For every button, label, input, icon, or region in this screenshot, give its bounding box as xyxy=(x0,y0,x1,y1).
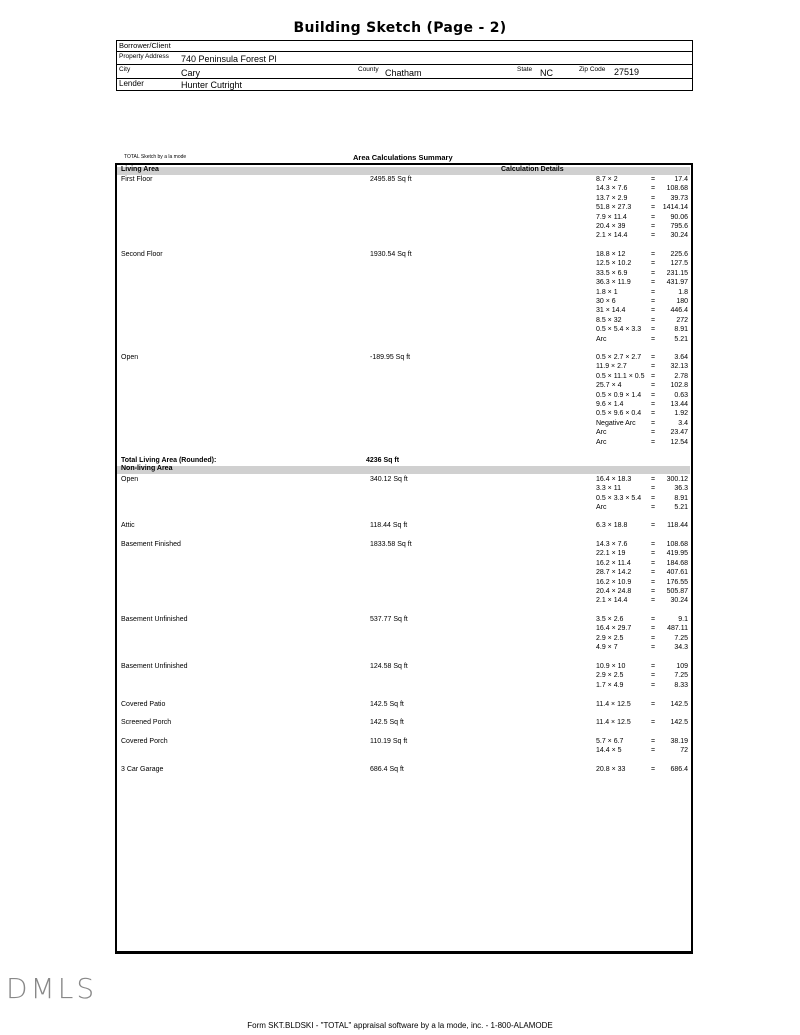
calc-equals: = xyxy=(651,738,656,745)
nonliving-entry-calc-list xyxy=(596,662,688,690)
calc-equals: = xyxy=(651,569,656,577)
calc-expression: 11.4 × 12.5 xyxy=(596,701,631,708)
calc-equals: = xyxy=(651,681,656,689)
calc-value: 2.78 xyxy=(674,372,688,380)
zip-label: Zip Code xyxy=(579,66,606,73)
calc-line xyxy=(596,662,688,671)
living-entry-area: 1930.54 Sq ft xyxy=(370,251,412,258)
calc-value: 180 xyxy=(676,297,688,305)
calc-equals: = xyxy=(651,260,656,268)
calc-equals: = xyxy=(651,335,656,343)
living-area-bar xyxy=(117,167,690,175)
calc-expression: 20.8 × 33 xyxy=(596,766,626,773)
calc-expression: 0.5 × 5.4 × 3.3 xyxy=(596,326,642,334)
calc-expression: 0.5 × 2.7 × 2.7 xyxy=(596,354,642,361)
calc-value: 8.33 xyxy=(674,681,688,689)
calc-equals: = xyxy=(651,587,656,595)
nonliving-area-header: Non-living Area xyxy=(121,465,173,472)
calc-equals: = xyxy=(651,747,656,755)
calc-line xyxy=(596,559,688,568)
calc-line xyxy=(596,596,688,605)
calc-equals: = xyxy=(651,354,656,361)
calc-equals: = xyxy=(651,559,656,567)
calc-line xyxy=(596,353,688,362)
calc-value: 108.68 xyxy=(666,185,688,193)
calc-expression: Arc xyxy=(596,335,607,343)
living-entry-calc-list xyxy=(596,250,688,344)
calc-line xyxy=(596,737,688,746)
calc-value: 39.73 xyxy=(670,194,688,202)
lender-row xyxy=(117,79,692,90)
calc-expression: 0.5 × 11.1 × 0.5 xyxy=(596,372,645,380)
calc-expression: 0.5 × 3.3 × 5.4 xyxy=(596,494,642,502)
calc-equals: = xyxy=(651,634,656,642)
calc-line xyxy=(596,372,688,381)
calc-line xyxy=(596,203,688,212)
calc-expression: Arc xyxy=(596,438,607,446)
calc-expression: 31 × 14.4 xyxy=(596,307,626,315)
total-living-value: 4236 Sq ft xyxy=(366,457,400,464)
calc-line xyxy=(596,438,688,447)
calc-expression: 0.5 × 0.9 × 1.4 xyxy=(596,391,642,399)
calc-expression: 14.4 × 5 xyxy=(596,747,622,755)
calc-expression: 22.1 × 19 xyxy=(596,550,626,558)
calc-value: 8.91 xyxy=(674,494,688,502)
calc-value: 3.64 xyxy=(674,354,688,361)
calc-line xyxy=(596,587,688,596)
calc-value: 34.3 xyxy=(674,644,688,652)
city-label: City xyxy=(119,66,131,73)
calc-line xyxy=(596,231,688,240)
calc-equals: = xyxy=(651,663,656,670)
page-title: Building Sketch (Page - 2) xyxy=(293,20,507,36)
calc-expression: 1.7 × 4.9 xyxy=(596,681,624,689)
nonliving-entry-area: 340.12 Sq ft xyxy=(370,476,408,483)
calc-equals: = xyxy=(651,372,656,380)
nonliving-entry-calc-list xyxy=(596,765,688,774)
calc-expression: 20.4 × 39 xyxy=(596,222,626,230)
nonliving-entry-name: Basement Unfinished xyxy=(121,616,188,623)
calc-value: 109 xyxy=(676,663,688,670)
calc-expression: 3.3 × 11 xyxy=(596,485,621,493)
calc-equals: = xyxy=(651,550,656,558)
calc-expression: Negative Arc xyxy=(596,419,636,427)
address-row xyxy=(117,52,692,65)
calc-equals: = xyxy=(651,307,656,315)
calc-line xyxy=(596,568,688,577)
calc-value: 36.3 xyxy=(674,485,688,493)
calc-expression: 16.4 × 18.3 xyxy=(596,476,632,483)
calc-expression: 4.9 × 7 xyxy=(596,644,618,652)
calc-line xyxy=(596,503,688,512)
nonliving-entry-name: 3 Car Garage xyxy=(121,766,164,773)
calc-value: 23.47 xyxy=(670,429,688,437)
nonliving-entry-calc-list xyxy=(596,521,688,530)
calc-line xyxy=(596,634,688,643)
calc-line xyxy=(596,718,688,727)
living-area-header: Living Area xyxy=(121,166,159,173)
calc-expression: 11.9 × 2.7 xyxy=(596,363,627,371)
calc-value: 1414.14 xyxy=(662,204,688,212)
nonliving-entry-area: 537.77 Sq ft xyxy=(370,616,408,623)
nonliving-entry-area: 142.5 Sq ft xyxy=(370,701,404,708)
calc-line xyxy=(596,578,688,587)
calc-equals: = xyxy=(651,269,656,277)
calc-line xyxy=(596,175,688,184)
calc-expression: 9.6 × 1.4 xyxy=(596,400,624,408)
calc-expression: 33.5 × 6.9 xyxy=(596,269,628,277)
living-entry-area: -189.95 Sq ft xyxy=(370,354,411,361)
calc-value: 1.92 xyxy=(674,410,688,418)
living-entry-calc-list xyxy=(596,175,688,241)
property-header xyxy=(116,40,693,91)
calc-line xyxy=(596,428,688,437)
calc-line xyxy=(596,643,688,652)
calc-expression: 1.8 × 1 xyxy=(596,288,618,296)
total-living-label: Total Living Area (Rounded): xyxy=(121,457,217,464)
calc-expression: 36.3 × 11.9 xyxy=(596,279,631,287)
nonliving-entry-name: Attic xyxy=(121,522,135,529)
calc-value: 142.5 xyxy=(670,719,688,726)
address-value: 740 Peninsula Forest Pl xyxy=(181,54,277,64)
calc-expression: 28.7 × 14.2 xyxy=(596,569,632,577)
calc-line xyxy=(596,484,688,493)
calc-value: 686.4 xyxy=(670,766,688,773)
nonliving-entry-area: 110.19 Sq ft xyxy=(370,738,408,745)
calc-line xyxy=(596,222,688,231)
calc-value: 0.63 xyxy=(674,391,688,399)
calc-equals: = xyxy=(651,644,656,652)
calc-line xyxy=(596,335,688,344)
calc-value: 12.54 xyxy=(670,438,688,446)
calc-line xyxy=(596,624,688,633)
calc-equals: = xyxy=(651,363,656,371)
calc-expression: 6.3 × 18.8 xyxy=(596,522,628,529)
calc-line xyxy=(596,362,688,371)
calc-value: 446.4 xyxy=(670,307,688,315)
living-entry-name: Second Floor xyxy=(121,251,163,258)
calc-equals: = xyxy=(651,279,656,287)
nonliving-entry-calc-list xyxy=(596,737,688,756)
calc-value: 419.95 xyxy=(666,550,688,558)
calc-expression: 8.5 × 32 xyxy=(596,316,622,324)
calc-line xyxy=(596,549,688,558)
living-entry-name: Open xyxy=(121,354,139,361)
calc-equals: = xyxy=(651,438,656,446)
living-entry-calc-list xyxy=(596,353,688,447)
calc-equals: = xyxy=(651,597,656,605)
calc-expression: 2.9 × 2.5 xyxy=(596,634,624,642)
nonliving-entry-name: Covered Porch xyxy=(121,738,168,745)
sketch-by-label: TOTAL Sketch by a la mode xyxy=(124,154,187,160)
calc-line xyxy=(596,765,688,774)
calc-value: 38.19 xyxy=(670,738,688,745)
calc-value: 407.61 xyxy=(666,569,688,577)
calc-expression: 25.7 × 4 xyxy=(596,382,622,390)
calc-value: 13.44 xyxy=(670,400,688,408)
calc-value: 3.4 xyxy=(678,419,688,427)
calc-value: 30.24 xyxy=(670,597,688,605)
calc-line xyxy=(596,400,688,409)
calc-value: 32.13 xyxy=(670,363,688,371)
calc-equals: = xyxy=(651,541,656,548)
calc-line xyxy=(596,184,688,193)
nonliving-entry-calc-list xyxy=(596,475,688,513)
calc-expression: 16.2 × 11.4 xyxy=(596,559,631,567)
calc-equals: = xyxy=(651,429,656,437)
nonliving-entry-name: Screened Porch xyxy=(121,719,172,726)
calc-equals: = xyxy=(651,176,656,183)
calc-line xyxy=(596,494,688,503)
calc-line xyxy=(596,615,688,624)
calc-equals: = xyxy=(651,476,656,483)
calc-value: 795.6 xyxy=(670,222,688,230)
calc-equals: = xyxy=(651,222,656,230)
calc-expression: 2.9 × 2.5 xyxy=(596,672,624,680)
city-value: Cary xyxy=(181,68,201,78)
calc-line xyxy=(596,297,688,306)
living-entry-name: First Floor xyxy=(121,176,153,183)
calc-equals: = xyxy=(651,616,656,623)
calc-line xyxy=(596,278,688,287)
calc-line xyxy=(596,540,688,549)
calc-equals: = xyxy=(651,522,656,529)
address-label: Property Address xyxy=(119,53,169,60)
calc-expression: 16.2 × 10.9 xyxy=(596,578,632,586)
calc-value: 9.1 xyxy=(678,616,688,623)
form-footer: Form SKT.BLDSKI - "TOTAL" appraisal software by a la mode, inc. - 1-800-ALAMODE xyxy=(247,1021,553,1030)
nonliving-entry-name: Covered Patio xyxy=(121,701,166,708)
calc-line xyxy=(596,250,688,259)
lender-value: Hunter Cutright xyxy=(181,80,243,90)
calc-line xyxy=(596,288,688,297)
calc-expression: 10.9 × 10 xyxy=(596,663,626,670)
calc-equals: = xyxy=(651,251,656,258)
calc-line xyxy=(596,269,688,278)
calc-expression: 30 × 6 xyxy=(596,297,616,305)
calc-expression: 12.5 × 10.2 xyxy=(596,260,632,268)
calc-line xyxy=(596,325,688,334)
city-row xyxy=(117,65,692,79)
calc-line xyxy=(596,475,688,484)
calc-equals: = xyxy=(651,625,656,633)
nonliving-entry-name: Open xyxy=(121,476,139,483)
calc-line xyxy=(596,194,688,203)
calc-value: 431.97 xyxy=(666,279,688,287)
calc-line xyxy=(596,259,688,268)
state-label: State xyxy=(517,66,533,73)
nonliving-entry-calc-list xyxy=(596,700,688,709)
calc-line xyxy=(596,521,688,530)
calc-value: 5.21 xyxy=(674,504,688,512)
calc-equals: = xyxy=(651,504,656,512)
calc-expression: 20.4 × 24.8 xyxy=(596,587,632,595)
calc-value: 184.68 xyxy=(666,559,688,567)
calc-value: 1.8 xyxy=(678,288,688,296)
calc-expression: 11.4 × 12.5 xyxy=(596,719,631,726)
calc-line xyxy=(596,671,688,680)
calc-value: 505.87 xyxy=(666,587,688,595)
calc-equals: = xyxy=(651,494,656,502)
calc-line xyxy=(596,381,688,390)
calc-equals: = xyxy=(651,485,656,493)
calc-value: 272 xyxy=(676,316,688,324)
calc-expression: 8.7 × 2 xyxy=(596,176,618,183)
calc-equals: = xyxy=(651,701,656,708)
borrower-row xyxy=(117,41,692,52)
calc-equals: = xyxy=(651,326,656,334)
calc-equals: = xyxy=(651,766,656,773)
calc-line xyxy=(596,391,688,400)
nonliving-entry-calc-list xyxy=(596,540,688,606)
calc-expression: 51.8 × 27.3 xyxy=(596,204,632,212)
nonliving-entry-area: 1833.58 Sq ft xyxy=(370,541,412,548)
calc-expression: Arc xyxy=(596,429,607,437)
calc-equals: = xyxy=(651,316,656,324)
calc-expression: 14.3 × 7.6 xyxy=(596,185,628,193)
calc-equals: = xyxy=(651,297,656,305)
calc-value: 17.4 xyxy=(674,176,688,183)
calc-value: 487.11 xyxy=(667,625,688,633)
calc-equals: = xyxy=(651,672,656,680)
calc-value: 231.15 xyxy=(666,269,688,277)
calc-expression: 14.3 × 7.6 xyxy=(596,541,628,548)
calc-line xyxy=(596,409,688,418)
county-label: County xyxy=(358,66,379,73)
calc-expression: 13.7 × 2.9 xyxy=(596,194,628,202)
summary-title: Area Calculations Summary xyxy=(353,153,453,162)
calc-equals: = xyxy=(651,232,656,240)
calc-expression: Arc xyxy=(596,504,607,512)
calc-value: 108.68 xyxy=(666,541,688,548)
calc-value: 8.91 xyxy=(674,326,688,334)
nonliving-entry-area: 118.44 Sq ft xyxy=(370,522,408,529)
calc-value: 142.5 xyxy=(670,701,688,708)
calc-expression: 2.1 × 14.4 xyxy=(596,232,628,240)
state-value: NC xyxy=(540,68,553,78)
calc-line xyxy=(596,213,688,222)
calc-equals: = xyxy=(651,400,656,408)
calc-expression: 16.4 × 29.7 xyxy=(596,625,632,633)
calc-equals: = xyxy=(651,213,656,221)
calc-equals: = xyxy=(651,719,656,726)
borrower-label: Borrower/Client xyxy=(119,41,171,50)
calc-line xyxy=(596,700,688,709)
dmls-watermark: DMLS xyxy=(6,972,98,1005)
calc-value: 225.6 xyxy=(670,251,688,258)
nonliving-entry-area: 686.4 Sq ft xyxy=(370,766,404,773)
nonliving-entry-name: Basement Unfinished xyxy=(121,663,188,670)
nonliving-entry-calc-list xyxy=(596,615,688,653)
nonliving-area-bar xyxy=(117,466,690,474)
calc-value: 90.06 xyxy=(670,213,688,221)
calc-expression: 2.1 × 14.4 xyxy=(596,597,628,605)
county-value: Chatham xyxy=(385,68,422,78)
calc-equals: = xyxy=(651,410,656,418)
calc-equals: = xyxy=(651,185,656,193)
calc-expression: 5.7 × 6.7 xyxy=(596,738,624,745)
calc-value: 300.12 xyxy=(666,476,688,483)
calc-equals: = xyxy=(651,288,656,296)
calc-value: 7.25 xyxy=(674,672,688,680)
calc-value: 127.5 xyxy=(670,260,688,268)
calc-equals: = xyxy=(651,204,656,212)
calc-equals: = xyxy=(651,194,656,202)
calc-expression: 3.5 × 2.6 xyxy=(596,616,624,623)
calc-expression: 0.5 × 9.6 × 0.4 xyxy=(596,410,642,418)
calc-equals: = xyxy=(651,391,656,399)
calc-value: 176.55 xyxy=(666,578,688,586)
calc-line xyxy=(596,306,688,315)
calc-line xyxy=(596,316,688,325)
calc-value: 118.44 xyxy=(667,522,688,529)
calc-expression: 18.8 × 12 xyxy=(596,251,626,258)
nonliving-entry-area: 124.58 Sq ft xyxy=(370,663,408,670)
calc-equals: = xyxy=(651,419,656,427)
calc-value: 7.25 xyxy=(674,634,688,642)
calc-line xyxy=(596,681,688,690)
nonliving-entry-calc-list xyxy=(596,718,688,727)
calc-expression: 7.9 × 11.4 xyxy=(596,213,627,221)
living-entry-area: 2495.85 Sq ft xyxy=(370,176,412,183)
calc-line xyxy=(596,746,688,755)
calc-details-header: Calculation Details xyxy=(501,166,564,173)
zip-value: 27519 xyxy=(614,67,640,77)
nonliving-entry-area: 142.5 Sq ft xyxy=(370,719,404,726)
calc-value: 72 xyxy=(680,747,688,755)
calc-equals: = xyxy=(651,578,656,586)
calc-value: 102.8 xyxy=(670,382,688,390)
calc-value: 5.21 xyxy=(674,335,688,343)
lender-label: Lender xyxy=(119,79,144,88)
calc-value: 30.24 xyxy=(670,232,688,240)
nonliving-entry-name: Basement Finished xyxy=(121,541,181,548)
calc-equals: = xyxy=(651,382,656,390)
calc-line xyxy=(596,419,688,428)
